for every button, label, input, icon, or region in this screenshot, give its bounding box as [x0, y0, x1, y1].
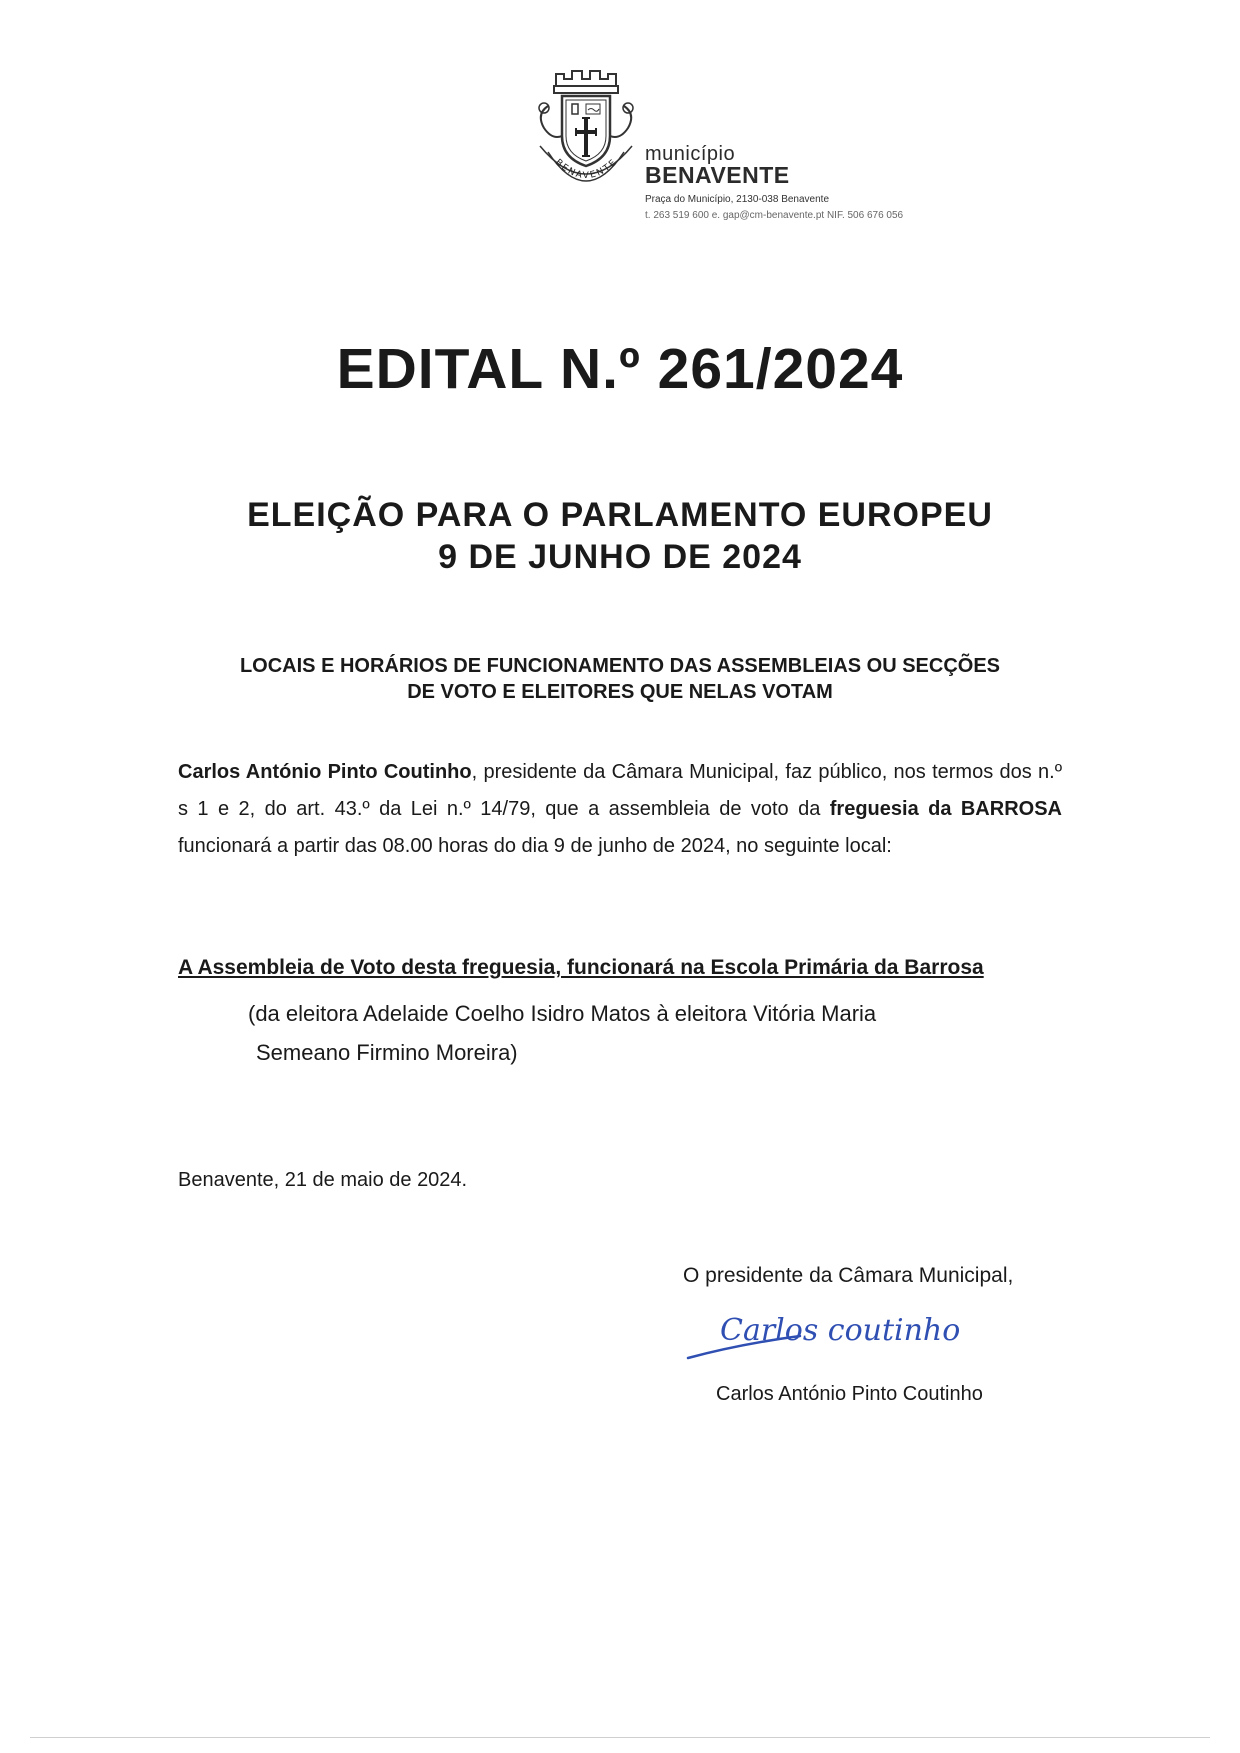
document-title: EDITAL N.º 261/2024	[336, 337, 904, 401]
handwritten-signature	[680, 1300, 1020, 1370]
subheading-line-2: DE VOTO E ELEITORES QUE NELAS VOTAM	[407, 681, 833, 703]
place-and-date: Benavente, 21 de maio de 2024.	[178, 1169, 468, 1191]
president-name: Carlos António Pinto Coutinho	[178, 761, 472, 783]
electors-line-1: (da eleitora Adelaide Coelho Isidro Matos à eleitora Vitória Maria	[248, 1001, 877, 1026]
subheading-line-1: LOCAIS E HORÁRIOS DE FUNCIONAMENTO DAS ASSEMBLEIAS OU SECÇÕES	[239, 655, 1001, 677]
section-subheading	[160, 653, 1080, 705]
polling-location: A Assembleia de Voto desta freguesia, funcionará na Escola Primária da Barrosa	[178, 956, 984, 979]
bottom-divider	[30, 1737, 1210, 1738]
municipality-label: município	[645, 143, 736, 165]
signature-text: Carlos coutinho	[720, 1313, 961, 1348]
signatory-title: O presidente da Câmara Municipal,	[683, 1264, 1014, 1287]
announcement-paragraph	[178, 754, 1062, 865]
municipal-crest-logo	[522, 66, 650, 198]
electors-line-2: Semeano Firmino Moreira)	[256, 1040, 518, 1065]
election-date: 9 DE JUNHO DE 2024	[438, 538, 802, 576]
paragraph-text-1: , presidente da Câmara Municipal, faz público, nos termos dos n.º s 1 e 2, do art. 43.º da Lei n.º 14/79, que a assembleia de voto da	[178, 761, 1062, 820]
electors-range	[248, 994, 1008, 1072]
paragraph-text-2: funcionará a partir das 08.00 horas do dia 9 de junho de 2024, no seguinte local:	[178, 835, 892, 857]
municipality-contacts: t. 263 519 600 e. gap@cm-benavente.pt NIF. 506 676 056	[645, 210, 904, 221]
crest-ribbon-text: BENAVENTE	[553, 156, 620, 182]
municipality-name: BENAVENTE	[645, 162, 790, 188]
signatory-name: Carlos António Pinto Coutinho	[716, 1383, 983, 1405]
parish-name: freguesia da BARROSA	[829, 798, 1062, 820]
election-title: ELEIÇÃO PARA O PARLAMENTO EUROPEU	[247, 496, 993, 534]
municipality-address: Praça do Município, 2130-038 Benavente	[645, 194, 830, 205]
